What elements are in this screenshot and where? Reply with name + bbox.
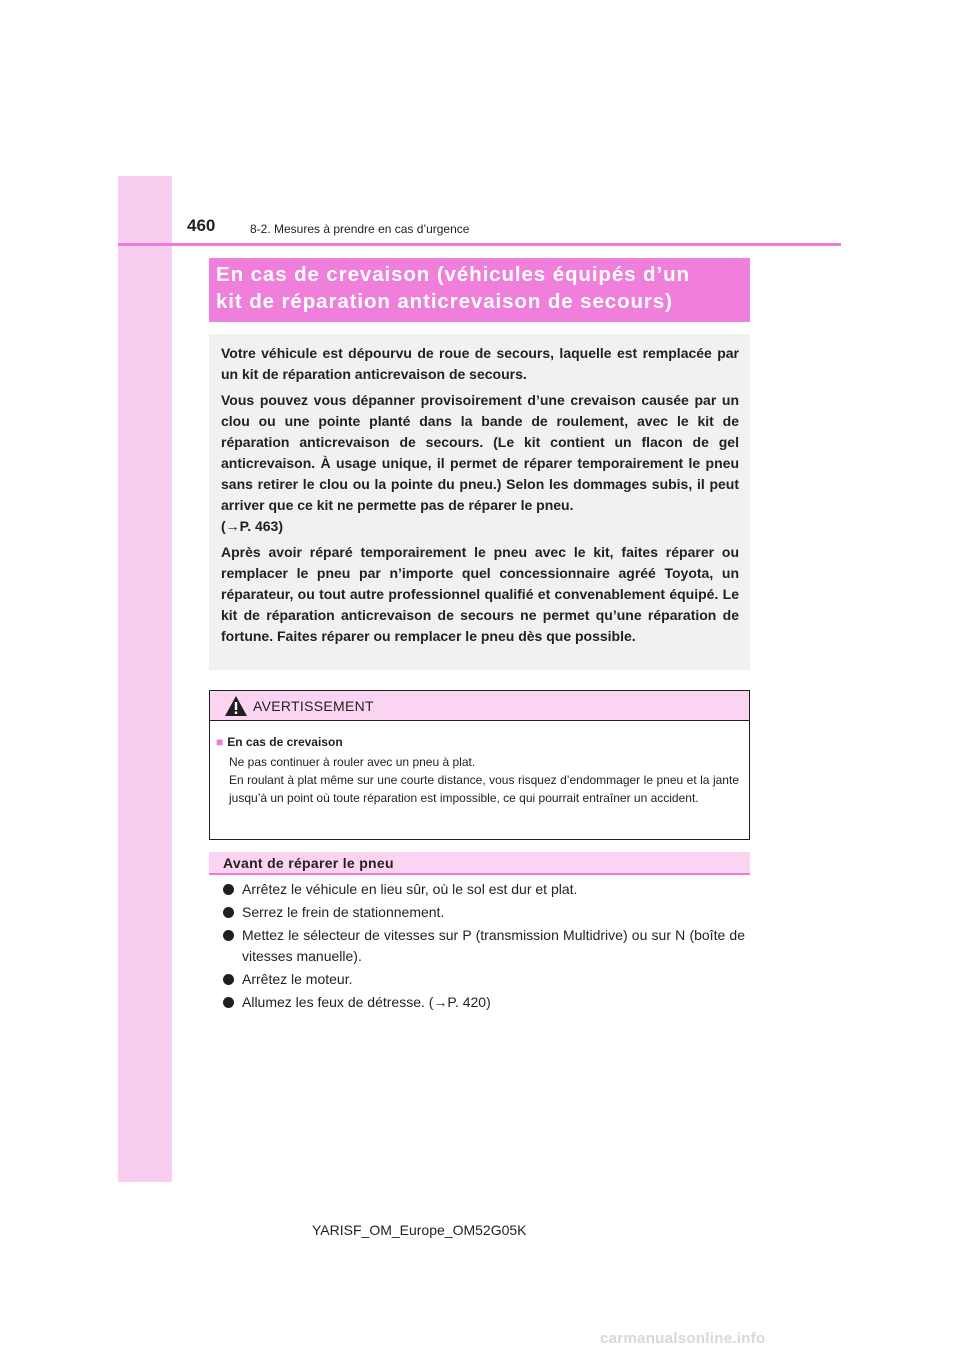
intro-box [209, 334, 750, 670]
square-bullet-icon: ■ [216, 735, 224, 749]
warning-body [210, 721, 749, 807]
bullet-dot-icon [223, 930, 234, 941]
subheading-bar [209, 852, 750, 875]
warning-title: AVERTISSEMENT [253, 698, 374, 714]
warning-subtitle [216, 733, 739, 751]
warning-subtitle-text: En cas de crevaison [227, 735, 343, 749]
warning-box [209, 690, 750, 840]
section-label: 8-2. Mesures à prendre en cas d’urgence [250, 222, 470, 236]
chapter-side-tab [118, 176, 172, 1182]
page-title-line-2: kit de réparation anticrevaison de secours) [216, 290, 673, 313]
bullet-dot-icon [223, 997, 234, 1008]
list-item [223, 902, 745, 923]
intro-paragraph-1: Votre véhicule est dépourvu de roue de secours, laquelle est remplacée par un kit de réparation anticrevaison de secours. [221, 345, 739, 382]
subheading-text: Avant de réparer le pneu [223, 855, 394, 871]
warning-triangle-icon [225, 696, 247, 716]
document-footer: YARISF_OM_Europe_OM52G05K [312, 1222, 527, 1238]
list-item-text: Serrez le frein de stationnement. [242, 904, 445, 920]
bullet-dot-icon [223, 884, 234, 895]
bullet-dot-icon [223, 974, 234, 985]
steps-list [223, 879, 745, 1015]
bullet-dot-icon [223, 907, 234, 918]
page-title-line-1: En cas de crevaison (véhicules équipés d’un [216, 263, 690, 286]
list-item [223, 992, 745, 1013]
intro-paragraph-3: Après avoir réparé temporairement le pneu avec le kit, faites réparer ou remplacer le pneu par n’importe quel concessionnaire agréé Toyota, un réparateur, ou tout autre professionnel qualifié et convenablement équipé. Le kit de réparation anticrevaison de secours ne permet qu’une réparation de fortune. Faites réparer ou remplacer le pneu dès que possible. [221, 544, 739, 644]
warning-text [229, 753, 739, 807]
list-item-text: Arrêtez le véhicule en lieu sûr, où le sol est dur et plat. [242, 881, 578, 897]
page-title-box [209, 258, 750, 322]
header-rule [118, 243, 841, 246]
list-item [223, 969, 745, 990]
intro-paragraph-2-text: Vous pouvez vous dépanner provisoirement d’une crevaison causée par un clou ou une pointe planté dans la bande de roulement, avec le kit de réparation anticrevaison de secours. (Le kit contient un flacon de gel anticrevaison. À usage unique, il permet de réparer temporairement le pneu sans retirer le clou ou la pointe du pneu.) Selon les dommages subis, il peut arriver que ce kit ne permette pas de réparer le pneu. [221, 392, 739, 513]
list-item [223, 879, 745, 900]
warning-text-line-1: Ne pas continuer à rouler avec un pneu à plat. [229, 755, 476, 769]
watermark: carmanualsonline.info [600, 1330, 766, 1347]
intro-page-reference: (→P. 463) [221, 518, 283, 534]
warning-header [210, 691, 749, 721]
warning-text-line-2: En roulant à plat même sur une courte distance, vous risquez d’endommager le pneu et la jante jusqu’à un point où toute réparation est impossible, ce qui pourrait entraîner un accident. [229, 773, 739, 805]
list-item-text: Arrêtez le moteur. [242, 971, 353, 987]
list-item-text: Mettez le sélecteur de vitesses sur P (transmission Multidrive) ou sur N (boîte de vitesses manuelle). [242, 927, 745, 964]
list-item-text: Allumez les feux de détresse. (→P. 420) [242, 994, 491, 1010]
intro-paragraph-2 [221, 390, 739, 537]
page-number: 460 [187, 216, 216, 235]
list-item [223, 925, 745, 967]
